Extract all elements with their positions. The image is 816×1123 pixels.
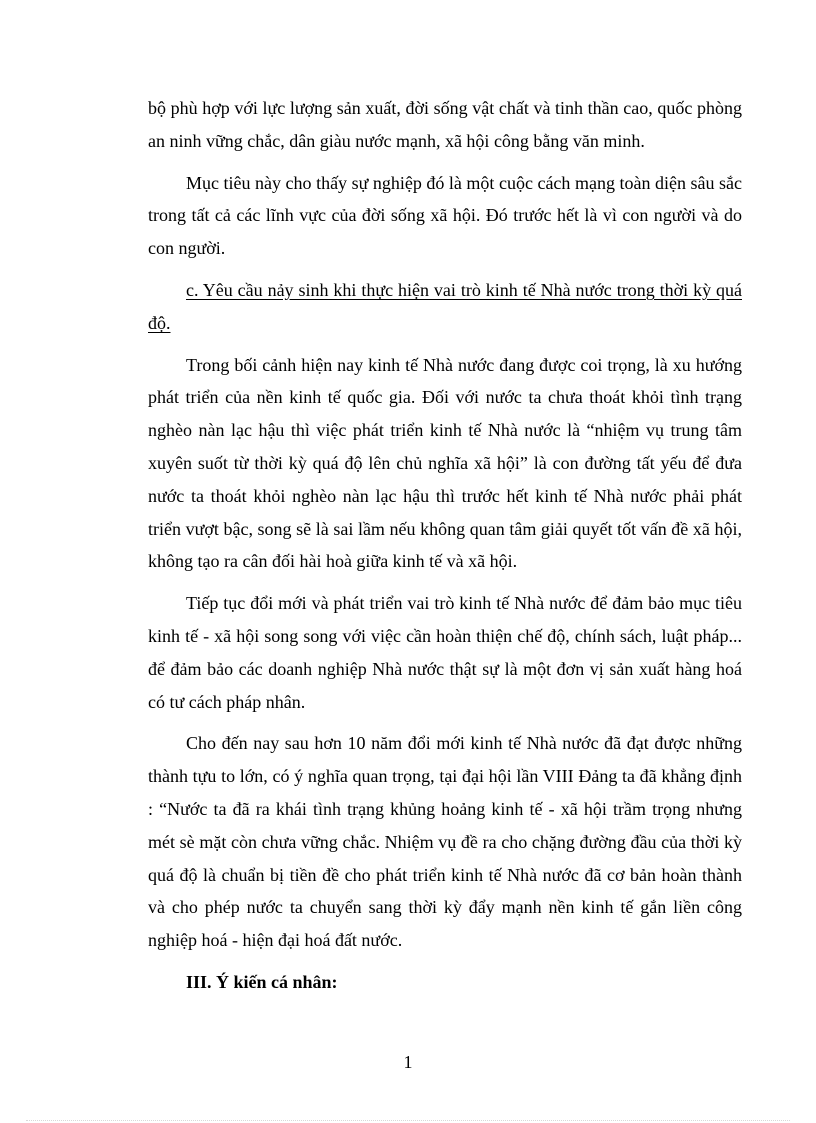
paragraph-goal: Mục tiêu này cho thấy sự nghiệp đó là một cuộc cách mạng toàn diện sâu sắc trong tất cả các lĩnh vực của đời sống xã hội. Đó trước hết là vì con người và do con người. <box>148 172 742 259</box>
document-body <box>148 92 742 1008</box>
subsection-heading: c. Yêu cầu nảy sinh khi thực hiện vai trò kinh tế Nhà nước trong thời kỳ quá độ. <box>148 279 742 333</box>
paragraph-continuation: bộ phù hợp với lực lượng sản xuất, đời sống vật chất và tinh thần cao, quốc phòng an ninh vững chắc, dân giàu nước mạnh, xã hội công bằng văn minh. <box>148 98 742 151</box>
paragraph-achievements: Cho đến nay sau hơn 10 năm đổi mới kinh tế Nhà nước đã đạt được những thành tựu to lớn, có ý nghĩa quan trọng, tại đại hội lần VIII Đảng ta đã khẳng định : “Nước ta đã ra khái tình trạng khủng hoảng kinh tế - xã hội trầm trọng nhưng mét sè mặt còn chưa vững chắc. Nhiệm vụ đề ra cho chặng đường đầu của thời kỳ quá độ là chuẩn bị tiền đề cho phát triển kinh tế Nhà nước đã cơ bản hoàn thành và cho phép nước ta chuyển sang thời kỳ đẩy mạnh nền kinh tế gắn liền công nghiệp hoá - hiện đại hoá đất nước. <box>148 733 742 951</box>
section-heading: III. Ý kiến cá nhân: <box>186 971 338 992</box>
paragraph-reform: Tiếp tục đổi mới và phát triển vai trò kinh tế Nhà nước để đảm bảo mục tiêu kinh tế - xã hội song song với việc cần hoàn thiện chế độ, chính sách, luật pháp... để đảm bảo các doanh nghiệp Nhà nước thật sự là một đơn vị sản xuất hàng hoá có tư cách pháp nhân. <box>148 593 742 712</box>
page-bottom-border <box>26 1120 790 1121</box>
page-number: 1 <box>403 1052 413 1072</box>
paragraph-context: Trong bối cảnh hiện nay kinh tế Nhà nước đang được coi trọng, là xu hướng phát triển của nền kinh tế quốc gia. Đối với nước ta chưa thoát khỏi tình trạng nghèo nàn lạc hậu thì việc phát triển kinh tế Nhà nước là “nhiệm vụ trung tâm xuyên suốt từ thời kỳ quá độ lên chủ nghĩa xã hội” là con đường tất yếu để đưa nước ta thoát khỏi nghèo nàn lạc hậu thì trước hết kinh tế Nhà nước phải phát triển vượt bậc, song sẽ là sai lầm nếu không quan tâm giải quyết tốt vấn đề xã hội, không tạo ra cân đối hài hoà giữa kinh tế và xã hội. <box>148 354 742 572</box>
